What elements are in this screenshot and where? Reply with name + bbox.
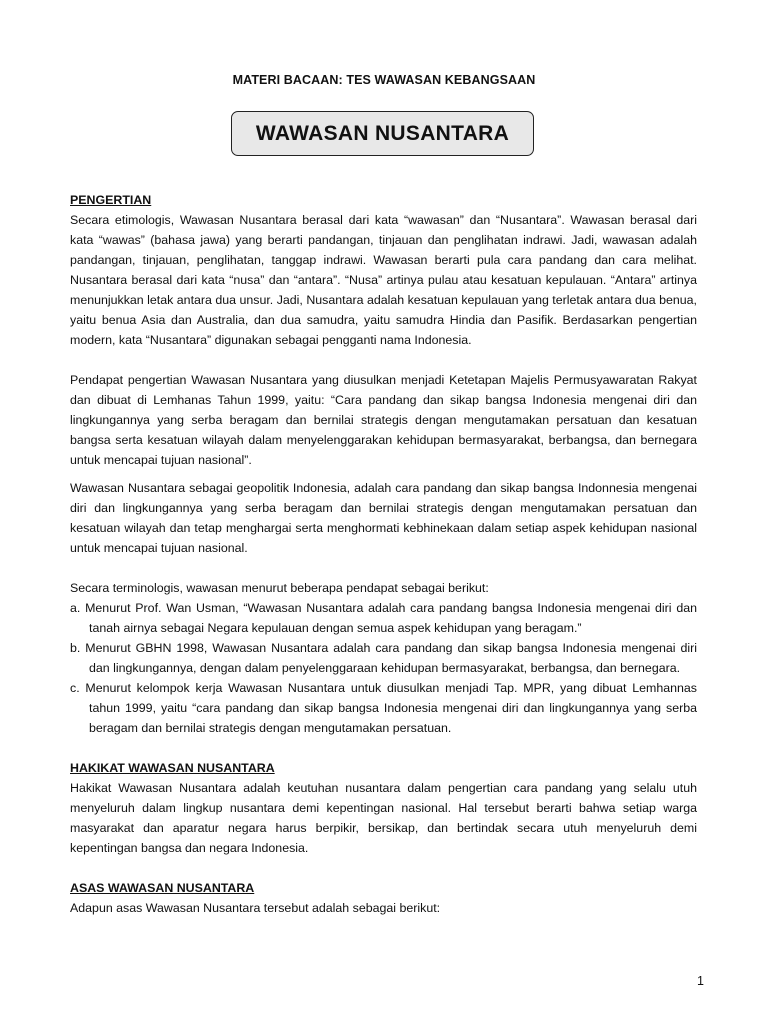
list-item-b: b. Menurut GBHN 1998, Wawasan Nusantara adalah cara pandang dan sikap bangsa Indonesia mengenai diri dan lingkungannya, dengan dalam penyelenggaraan kehidupan bermasyarakat, berbangsa, dan bernegara. [70,641,697,675]
section-heading-pengertian: PENGERTIAN [70,193,152,207]
paragraph-terminologis: Secara terminologis, wawasan menurut beberapa pendapat sebagai berikut: [70,581,489,595]
paragraph-lemhanas: Pendapat pengertian Wawasan Nusantara yang diusulkan menjadi Ketetapan Majelis Permusyawaratan Rakyat dan dibuat di Lemhanas Tahun 1999, yaitu: “Cara pandang dan sikap bangsa Indonesia mengenai diri dan lingkungannya yang serba beragam dan bernilai strategis dengan mengutamakan persatuan dan kesatuan bangsa serta kesatuan wilayah dalam menyelenggarakan kehidupan bermasyarakat, berbangsa, dan bernegara untuk mencapai tujuan nasional”. [70,373,697,467]
paragraph-asas: Adapun asas Wawasan Nusantara tersebut adalah sebagai berikut: [70,901,441,915]
list-item-a: a. Menurut Prof. Wan Usman, “Wawasan Nusantara adalah cara pandang bangsa Indonesia mengenai diri dan tanah airnya sebagai Negara kepulauan dengan semua aspek kehidupan yang beragam.” [70,601,697,635]
section-heading-asas: ASAS WAWASAN NUSANTARA [70,881,255,895]
document-body [70,190,697,918]
paragraph-hakikat: Hakikat Wawasan Nusantara adalah keutuhan nusantara dalam pengertian cara pandang yang selalu utuh menyeluruh dalam lingkup nusantara demi kepentingan nasional. Hal tersebut berarti bahwa setiap warga masyarakat dan aparatur negara harus berpikir, bersikap, dan bertindak secara utuh menyeluruh demi kepentingan bangsa dan negara Indonesia. [70,781,697,855]
paragraph-geopolitik: Wawasan Nusantara sebagai geopolitik Indonesia, adalah cara pandang dan sikap bangsa Indonnesia mengenai diri dan lingkungannya yang serba beragam dan bernilai strategis dengan mengutamakan persatuan dan kesatuan wilayah dan tetap menghargai serta menghormati kebhinekaan dalam setiap aspek kehidupan nasional untuk mencapai tujuan nasional. [70,481,697,555]
page-number: 1 [697,974,704,988]
document-header: MATERI BACAAN: TES WAWASAN KEBANGSAAN [232,73,536,87]
list-item-c: c. Menurut kelompok kerja Wawasan Nusantara untuk diusulkan menjadi Tap. MPR, yang dibuat Lemhannas tahun 1999, yaitu “cara pandang dan sikap bangsa Indonesia mengenai diri dan lingkungannya yang serba beragam dan bernilai strategis dengan mengutamakan persatuan. [70,681,697,735]
paragraph-etimologis: Secara etimologis, Wawasan Nusantara berasal dari kata “wawasan” dan “Nusantara”. Wawasan berasal dari kata “wawas” (bahasa jawa) yang berarti pandangan, tinjauan dan penglihatan indrawi. Jadi, wawasan adalah pandangan, tinjauan, penglihatan, tanggap indrawi. Wawasan berarti pula cara pandang dan cara melihat. Nusantara berasal dari kata “nusa” dan “antara”. “Nusa” artinya pulau atau kesatuan kepulauan. “Antara” artinya menunjukkan letak antara dua unsur. Jadi, Nusantara adalah kesatuan kepulauan yang terletak antara dua benua, yaitu benua Asia dan Australia, dan dua samudra, yaitu samudra Hindia dan Pasifik. Berdasarkan pengertian modern, kata “Nusantara” digunakan sebagai pengganti nama Indonesia. [70,213,697,347]
document-title: WAWASAN NUSANTARA [231,111,534,156]
section-heading-hakikat: HAKIKAT WAWASAN NUSANTARA [70,761,275,775]
